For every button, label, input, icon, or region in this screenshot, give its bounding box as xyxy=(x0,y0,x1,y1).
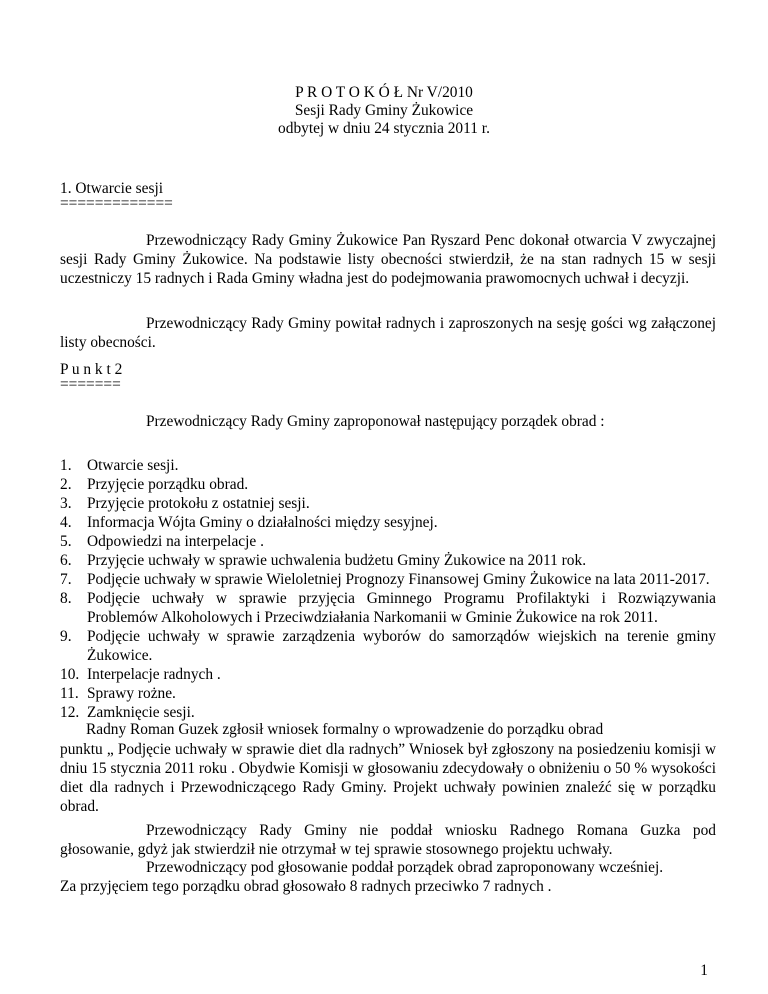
section1-heading: 1. Otwarcie sesji xyxy=(60,180,164,197)
agenda-item: 11. Sprawy rożne. xyxy=(60,685,176,702)
vote-line-1: Przewodniczący pod głosowanie poddał porządek obrad zaproponowany wcześniej. xyxy=(146,859,664,876)
title-line-1: P R O T O K Ó Ł Nr V/2010 xyxy=(295,84,473,101)
section2-heading: P u n k t 2 xyxy=(60,361,123,378)
chair-response-text: Przewodniczący Rady Gminy nie poddał wniosku Radnego Romana Guzka pod głosowanie, gdyż jak stwierdził nie otrzymał w tej sprawie stosownego projektu uchwały. xyxy=(60,822,716,858)
agenda-item: 12. Zamknięcie sesji. xyxy=(60,704,195,721)
title-line-2: Sesji Rady Gminy Żukowice xyxy=(294,102,474,119)
page-number: 1 xyxy=(700,962,708,979)
agenda-item: 8. Podjęcie uchwały w sprawie przyjęcia Gminnego Programu Profilaktyki i Rozwiązywania Problemów Alkoholowych i Przeciwdziałania Narkomanii w Gminie Żukowice na rok 2011. xyxy=(60,590,716,626)
agenda-item: 3. Przyjęcie protokołu z ostatniej sesji. xyxy=(60,495,310,512)
opening-paragraph xyxy=(60,231,716,288)
agenda-intro: Przewodniczący Rady Gminy zaproponował następujący porządek obrad : xyxy=(146,413,605,430)
agenda-item: 7. Podjęcie uchwały w sprawie Wieloletniej Prognozy Finansowej Gminy Żukowice na lata 2011-2017. xyxy=(60,571,710,588)
agenda-item: 9. Podjęcie uchwały w sprawie zarządzenia wyborów do samorządów wiejskich na terenie gminy Żukowice. xyxy=(60,628,716,664)
vote-line-2: Za przyjęciem tego porządku obrad głosowało 8 radnych przeciwko 7 radnych . xyxy=(60,878,552,895)
opening-paragraph-text: Przewodniczący Rady Gminy Żukowice Pan Ryszard Penc dokonał otwarcia V zwyczajnej sesji Rady Gminy Żukowice. Na podstawie listy obecności stwierdził, że na stan radnych 15 w sesji uczestniczy 15 radnych i Rada Gminy władna jest do podejmowania prawomocnych uchwał i decyzji. xyxy=(60,232,716,287)
section1-underline: ============= xyxy=(60,195,173,212)
agenda-list xyxy=(60,456,716,722)
agenda-item: 5. Odpowiedzi na interpelacje . xyxy=(60,533,264,550)
agenda-item: 6. Przyjęcie uchwały w sprawie uchwalenia budżetu Gminy Żukowice na 2011 rok. xyxy=(60,552,587,569)
agenda-item: 10. Interpelacje radnych . xyxy=(60,666,221,683)
guzek-motion-paragraph: punktu „ Podjęcie uchwały w sprawie diet dla radnych” Wniosek był zgłoszony na posiedzeniu komisji w dniu 15 stycznia 2011 roku . Obydwie Komisji w głosowaniu zdecydowały o obniżeniu o 50 % wysokości diet dla radnych i Przewodniczącego Rady Gminy. Projekt uchwały powinien znaleźć się w porządku obrad. xyxy=(60,741,716,815)
chair-response-paragraph xyxy=(60,821,716,859)
section2-underline: ======= xyxy=(60,376,121,393)
title-line-3: odbytej w dniu 24 stycznia 2011 r. xyxy=(278,120,490,137)
guzek-motion-first-line: Radny Roman Guzek zgłosił wniosek formalny o wprowadzenie do porządku obrad xyxy=(86,721,604,738)
protocol-title xyxy=(0,84,768,138)
agenda-item: 1. Otwarcie sesji. xyxy=(60,457,179,474)
agenda-item: 4. Informacja Wójta Gminy o działalności między sesyjnej. xyxy=(60,514,438,531)
greeting-paragraph-text: Przewodniczący Rady Gminy powitał radnych i zaproszonych na sesję gości wg załączonej listy obecności. xyxy=(60,315,716,351)
greeting-paragraph xyxy=(60,314,716,352)
agenda-item: 2. Przyjęcie porządku obrad. xyxy=(60,476,249,493)
